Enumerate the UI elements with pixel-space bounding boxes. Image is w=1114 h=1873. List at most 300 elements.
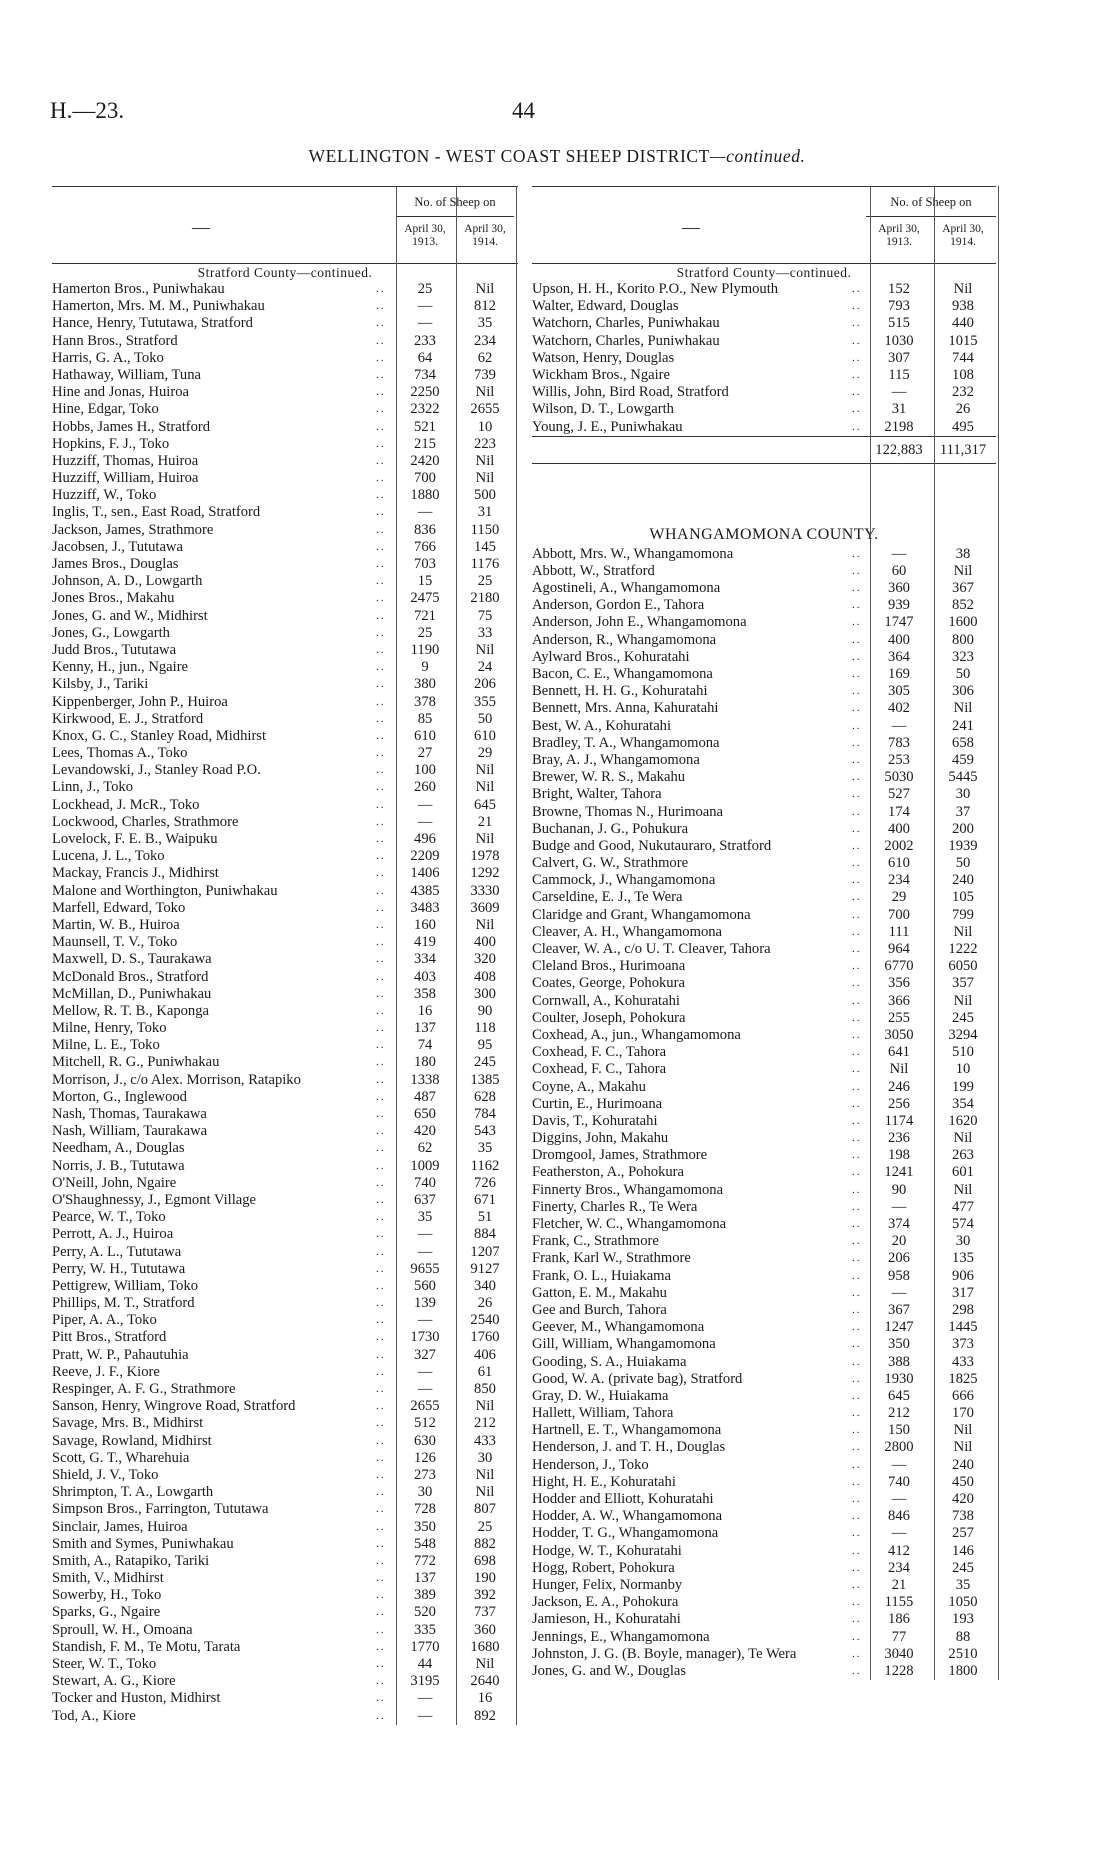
leader-dots: .. (376, 368, 386, 381)
entry-name: O'Shaughnessy, J., Egmont Village (52, 1191, 257, 1208)
table-row (532, 1113, 996, 1130)
sheep-1914: 340 (474, 1277, 496, 1294)
leader-dots: .. (852, 839, 862, 852)
sheep-1914: 30 (955, 786, 971, 803)
leader-dots: .. (376, 1159, 386, 1172)
entry-name: Hamerton Bros., Puniwhakau (52, 281, 225, 297)
table-row (532, 1268, 996, 1285)
leader-dots: .. (376, 403, 386, 416)
leader-dots: .. (376, 1468, 386, 1481)
sheep-1914: 610 (474, 727, 496, 744)
table-row (532, 718, 996, 735)
sheep-1914: 75 (477, 607, 493, 624)
table-row (532, 1199, 996, 1216)
sheep-1914: 744 (952, 349, 974, 366)
entry-name: Lees, Thomas A., Toko (52, 745, 188, 762)
entry-name: Hunger, Felix, Normanby (532, 1576, 683, 1593)
entry-name: Dromgool, James, Strathmore (532, 1147, 708, 1164)
sheep-1914: 51 (477, 1209, 493, 1226)
sheep-1914: 574 (952, 1216, 974, 1232)
leader-dots: .. (852, 1252, 862, 1265)
sheep-1913: 186 (888, 1611, 910, 1628)
group-rule (866, 216, 996, 217)
table-row (52, 1364, 518, 1381)
table-row (532, 855, 996, 872)
leader-dots: .. (376, 1640, 386, 1653)
entry-name: Lockwood, Charles, Strathmore (52, 813, 239, 830)
sheep-1914: 400 (474, 934, 496, 951)
leader-dots: .. (376, 1486, 386, 1499)
table-row (52, 1158, 518, 1175)
sheep-1914: Nil (475, 452, 495, 469)
sheep-1913: 374 (888, 1216, 910, 1232)
sheep-1914: 367 (952, 580, 974, 597)
sheep-1913: 85 (417, 710, 433, 727)
table-row (532, 941, 996, 958)
sheep-1913: 389 (414, 1587, 436, 1604)
leader-dots: .. (376, 678, 386, 691)
col-header-1914: April 30, 1914. (942, 223, 984, 248)
table-row (52, 1089, 518, 1106)
table-row (532, 821, 996, 838)
entry-name: Kirkwood, E. J., Stratford (52, 710, 204, 727)
leader-dots: .. (376, 850, 386, 863)
entry-name: Simpson Bros., Farrington, Tututawa (52, 1501, 269, 1518)
sheep-1913: 27 (417, 745, 433, 762)
sheep-1914: 206 (474, 676, 496, 693)
entry-name: Phillips, M. T., Stratford (52, 1295, 195, 1312)
table-row (52, 350, 518, 367)
leader-dots: .. (852, 1218, 862, 1230)
table-row (52, 642, 518, 659)
leader-dots: .. (376, 1709, 386, 1722)
sheep-1914: 892 (474, 1707, 496, 1724)
sheep-1913: 335 (414, 1621, 436, 1638)
sheep-1914: Nil (953, 700, 973, 717)
leader-dots: .. (852, 1080, 862, 1093)
sheep-1913: 100 (414, 762, 436, 779)
table-row (52, 1037, 518, 1054)
leader-dots: .. (852, 317, 862, 330)
entry-name: Cleaver, A. H., Whangamomona (532, 923, 723, 940)
sheep-1913: 334 (414, 951, 436, 968)
entry-name: Anderson, R., Whangamomona (532, 631, 717, 648)
sheep-1914: 1978 (470, 848, 500, 865)
sheep-1913: 2322 (410, 401, 440, 418)
table-row (532, 889, 996, 906)
sheep-1914: Nil (953, 992, 973, 1009)
sheep-1913: — (417, 1226, 433, 1243)
entry-name: Harris, G. A., Toko (52, 349, 164, 366)
table-row (532, 1079, 996, 1096)
sheep-1913: 520 (414, 1604, 436, 1621)
sheep-1913: 350 (888, 1336, 910, 1353)
entry-name: Pettigrew, William, Toko (52, 1277, 199, 1294)
table-row (532, 872, 996, 889)
entry-name: Sinclair, James, Huiroa (52, 1518, 188, 1535)
sheep-1914: 495 (952, 418, 974, 435)
entry-name: Mackay, Francis J., Midhirst (52, 865, 219, 882)
sheep-1914: 26 (955, 401, 971, 418)
rows-container (532, 281, 996, 436)
section-title: Stratford County—continued. (676, 265, 852, 280)
sheep-1914: 392 (474, 1587, 496, 1604)
sheep-1913: 420 (414, 1123, 436, 1140)
sheep-1914: 62 (477, 349, 493, 366)
entry-name: Hathaway, William, Tuna (52, 366, 201, 383)
sheep-1914: 31 (477, 504, 493, 521)
table-row (52, 281, 518, 298)
entry-name: Young, J. E., Puniwhakau (532, 418, 683, 435)
leader-dots: .. (376, 437, 386, 450)
sheep-1913: 253 (888, 751, 910, 768)
entry-name: Hogg, Robert, Pohokura (532, 1559, 675, 1576)
table-row (532, 804, 996, 821)
leader-dots: .. (376, 1279, 386, 1292)
leader-dots: .. (376, 420, 386, 433)
sheep-1914: 6050 (948, 958, 978, 975)
sheep-1914: 500 (474, 487, 496, 504)
table-row (532, 1663, 996, 1680)
sheep-1914: 1385 (470, 1071, 500, 1088)
leader-dots: .. (376, 1297, 386, 1310)
table-row (52, 436, 518, 453)
entry-name: Maunsell, T. V., Toko (52, 934, 178, 951)
table-row (532, 1182, 996, 1199)
sheep-1914: 263 (952, 1147, 974, 1164)
sheep-1914: 95 (477, 1037, 493, 1054)
leader-dots: .. (852, 805, 862, 818)
entry-name: Kippenberger, John P., Huiroa (52, 693, 228, 710)
table-row (532, 546, 996, 563)
entry-name: Jennings, E., Whangamomona (532, 1628, 710, 1645)
sheep-1913: 25 (417, 281, 433, 297)
table-row (52, 1587, 518, 1604)
entry-name: Lockhead, J. McR., Toko (52, 796, 200, 813)
sheep-1914: 24 (477, 659, 493, 676)
leader-dots: .. (376, 1176, 386, 1189)
table-row (52, 298, 518, 315)
sheep-1913: 31 (891, 401, 907, 418)
leader-dots: .. (852, 822, 862, 835)
table-row (52, 1123, 518, 1140)
sheep-1913: 16 (417, 1002, 433, 1019)
sheep-1913: 2198 (884, 418, 914, 435)
sheep-1914: 16 (477, 1690, 493, 1707)
sheep-1913: 350 (414, 1518, 436, 1535)
sheep-1913: 215 (414, 435, 436, 452)
entry-name: Frank, Karl W., Strathmore (532, 1250, 691, 1267)
entry-name: Cleland Bros., Hurimoana (532, 958, 686, 975)
table-row (52, 401, 518, 418)
leader-dots: .. (852, 1510, 862, 1523)
spacer (532, 464, 996, 524)
entry-name: Savage, Rowland, Midhirst (52, 1432, 212, 1449)
sheep-1913: 512 (414, 1415, 436, 1432)
sheep-1913: — (417, 1312, 433, 1329)
sheep-1913: 700 (414, 470, 436, 487)
sheep-1914: 105 (952, 889, 974, 906)
entry-name: Pearce, W. T., Toko (52, 1209, 166, 1226)
table-row (52, 1003, 518, 1020)
sheep-1913: — (417, 1243, 433, 1260)
sheep-1913: 403 (414, 968, 436, 985)
sheep-1913: 2475 (410, 590, 440, 607)
sheep-1913: 366 (888, 992, 910, 1009)
table-row (532, 384, 996, 401)
sheep-1913: — (417, 1363, 433, 1380)
table-row (532, 752, 996, 769)
leader-dots: .. (852, 719, 862, 732)
sheep-1914: 1162 (470, 1157, 500, 1174)
sheep-1914: 50 (955, 855, 971, 872)
sheep-1913: 44 (417, 1656, 433, 1672)
leader-dots: .. (852, 1200, 862, 1213)
entry-name: Aylward Bros., Kohuratahi (532, 648, 690, 665)
table-row (532, 298, 996, 315)
leader-dots: .. (852, 1596, 862, 1609)
entry-name: Gee and Burch, Tahora (532, 1301, 667, 1318)
table-row (532, 1611, 996, 1628)
sheep-1913: 700 (888, 906, 910, 923)
leader-dots: .. (376, 1658, 386, 1670)
group-label: No. of Sheep on (890, 195, 972, 209)
sheep-1913: 1009 (410, 1157, 440, 1174)
entry-name: Frank, C., Strathmore (532, 1233, 659, 1250)
leader-dots: .. (376, 936, 386, 949)
leader-dots: .. (852, 891, 862, 904)
sheep-1914: 1680 (470, 1638, 500, 1655)
leader-dots: .. (852, 1389, 862, 1402)
leader-dots: .. (376, 334, 386, 347)
sheep-1913: 400 (888, 820, 910, 837)
table-row (52, 608, 518, 625)
entry-name: Smith and Symes, Puniwhakau (52, 1535, 234, 1552)
sheep-1913: 939 (888, 597, 910, 614)
entry-name: Norris, J. B., Tututawa (52, 1157, 185, 1174)
entry-name: Anderson, John E., Whangamomona (532, 614, 747, 631)
sheep-1913: 77 (891, 1628, 907, 1645)
sheep-1913: — (891, 717, 907, 734)
sheep-1913: 9 (421, 659, 429, 676)
sheep-1913: 650 (414, 1106, 436, 1122)
entry-name: Henderson, J. and T. H., Douglas (532, 1439, 726, 1456)
entry-name: Hann Bros., Stratford (52, 332, 178, 349)
entry-name: Martin, W. B., Huiroa (52, 916, 180, 933)
sheep-1914: 9127 (470, 1260, 500, 1277)
table-row (532, 1422, 996, 1439)
leader-dots: .. (376, 1451, 386, 1464)
sheep-1913: 412 (888, 1542, 910, 1559)
leader-dots: .. (852, 1321, 862, 1334)
header-dash: — (682, 217, 700, 237)
leader-dots: .. (852, 1183, 862, 1196)
entry-name: Browne, Thomas N., Hurimoana (532, 803, 724, 820)
sheep-1913: 2800 (884, 1439, 914, 1456)
sheep-1914: 135 (952, 1250, 974, 1267)
leader-dots: .. (852, 633, 862, 646)
leader-dots: .. (376, 489, 386, 502)
entry-name: Reeve, J. F., Kiore (52, 1363, 160, 1380)
table-row (532, 958, 996, 975)
sheep-1914: 1800 (948, 1662, 978, 1679)
table-row (532, 597, 996, 614)
table-row (52, 1467, 518, 1484)
sheep-1914: Nil (953, 923, 973, 940)
sheep-1914: 800 (952, 631, 974, 648)
sheep-1913: 273 (414, 1466, 436, 1483)
sheep-1913: 728 (414, 1501, 436, 1518)
table-row (52, 814, 518, 831)
entry-name: Featherston, A., Pohokura (532, 1164, 685, 1181)
sheep-1914: 658 (952, 734, 974, 751)
sheep-1913: 206 (888, 1250, 910, 1267)
entry-name: O'Neill, John, Ngaire (52, 1174, 177, 1191)
table-row (532, 1027, 996, 1044)
sheep-1913: 1241 (884, 1164, 914, 1181)
entry-name: Finerty, Charles R., Te Wera (532, 1198, 698, 1215)
leader-dots: .. (376, 764, 386, 777)
sheep-1913: — (417, 298, 433, 315)
entry-name: Brewer, W. R. S., Makahu (532, 769, 686, 786)
sheep-1913: 630 (414, 1432, 436, 1449)
sheep-1914: 234 (474, 332, 496, 349)
sheep-1914: 433 (952, 1353, 974, 1370)
sheep-1913: 2250 (410, 384, 440, 401)
leader-dots: .. (376, 1692, 386, 1705)
leader-dots: .. (376, 987, 386, 1000)
sheep-1914: 698 (474, 1552, 496, 1569)
left-table (52, 186, 518, 1725)
table-row (532, 401, 996, 418)
leader-dots: .. (852, 1544, 862, 1557)
table-row (532, 614, 996, 631)
sheep-1914: Nil (475, 384, 495, 401)
sheep-1914: 3330 (470, 882, 500, 899)
sheep-1914: 190 (474, 1570, 496, 1587)
leader-dots: .. (852, 1097, 862, 1110)
sheep-1914: 420 (952, 1491, 974, 1507)
table-row (532, 838, 996, 855)
table-row (52, 831, 518, 848)
leader-dots: .. (852, 857, 862, 870)
entry-name: McDonald Bros., Stratford (52, 968, 209, 985)
sheep-1914: 21 (477, 813, 493, 830)
leader-dots: .. (852, 1046, 862, 1059)
entry-name: Jones, G. and W., Douglas (532, 1662, 687, 1679)
entry-name: Wilson, D. T., Lowgarth (532, 401, 674, 418)
sheep-1913: 367 (888, 1301, 910, 1318)
sheep-1913: 35 (417, 1209, 433, 1226)
sheep-1914: 850 (474, 1381, 496, 1397)
entry-name: Hance, Henry, Tututawa, Stratford (52, 315, 253, 332)
sheep-1913: 637 (414, 1191, 436, 1208)
table-row (532, 666, 996, 683)
sheep-1914: 193 (952, 1611, 974, 1628)
sheep-1913: 1338 (410, 1071, 440, 1088)
leader-dots: .. (852, 1424, 862, 1437)
entry-name: Cammock, J., Whangamomona (532, 872, 716, 889)
table-row (52, 917, 518, 934)
leader-dots: .. (852, 1303, 862, 1316)
entry-name: Respinger, A. F. G., Strathmore (52, 1381, 236, 1397)
sheep-1914: 199 (952, 1078, 974, 1095)
leader-dots: .. (376, 506, 386, 519)
leader-dots: .. (376, 1417, 386, 1430)
sheep-1914: Nil (953, 1439, 973, 1456)
entry-name: Jacobsen, J., Tututawa (52, 538, 183, 555)
entry-name: Shield, J. V., Toko (52, 1466, 159, 1483)
sheep-1914: 628 (474, 1088, 496, 1105)
leader-dots: .. (852, 599, 862, 612)
leader-dots: .. (852, 977, 862, 990)
table-row (52, 384, 518, 401)
leader-dots: .. (852, 1132, 862, 1145)
leader-dots: .. (376, 747, 386, 760)
sheep-1913: 521 (414, 418, 436, 435)
table-row (52, 1106, 518, 1123)
table-row (532, 1629, 996, 1646)
column-rule (870, 186, 871, 1680)
sheep-1913: 836 (414, 521, 436, 538)
table-row (532, 735, 996, 752)
sheep-1914: 726 (474, 1174, 496, 1191)
entry-name: Milne, L. E., Toko (52, 1037, 160, 1054)
group-rule (396, 216, 514, 217)
entry-name: Wickham Bros., Ngaire (532, 366, 671, 383)
sheep-1914: 354 (952, 1095, 974, 1112)
leader-dots: .. (852, 1286, 862, 1299)
page-title (0, 146, 1114, 167)
entry-name: Jones Bros., Makahu (52, 590, 175, 607)
sheep-1913: — (891, 384, 907, 401)
table-row (52, 1484, 518, 1501)
sheep-1914: 645 (474, 796, 496, 813)
table-row (532, 975, 996, 992)
leader-dots: .. (852, 753, 862, 766)
table-row (52, 745, 518, 762)
col-header-1914: April 30, 1914. (464, 223, 506, 248)
sheep-1914: 1015 (948, 332, 978, 349)
leader-dots: .. (852, 1149, 862, 1162)
leader-dots: .. (852, 420, 862, 433)
sheep-1913: 4385 (410, 882, 440, 899)
leader-dots: .. (376, 454, 386, 467)
table-row (532, 683, 996, 700)
leader-dots: .. (376, 300, 386, 313)
right-table (532, 186, 996, 1680)
sheep-1913: 515 (888, 315, 910, 332)
leader-dots: .. (852, 685, 862, 698)
table-row (532, 563, 996, 580)
sheep-1913: 360 (888, 580, 910, 597)
sheep-1913: 610 (888, 855, 910, 872)
sheep-1913: 703 (414, 556, 436, 572)
sheep-1913: 234 (888, 872, 910, 889)
leader-dots: .. (376, 1245, 386, 1258)
sheep-1914: Nil (953, 1181, 973, 1198)
entry-name: Hight, H. E., Kohuratahi (532, 1473, 676, 1490)
sheep-1914: 738 (952, 1508, 974, 1525)
leader-dots: .. (376, 815, 386, 828)
leader-dots: .. (852, 1578, 862, 1591)
leader-dots: .. (852, 1063, 862, 1076)
entry-name: Calvert, G. W., Strathmore (532, 855, 689, 872)
table-row (532, 786, 996, 803)
table-row (52, 1673, 518, 1690)
leader-dots: .. (376, 1675, 386, 1688)
sheep-1914: 812 (474, 298, 496, 315)
